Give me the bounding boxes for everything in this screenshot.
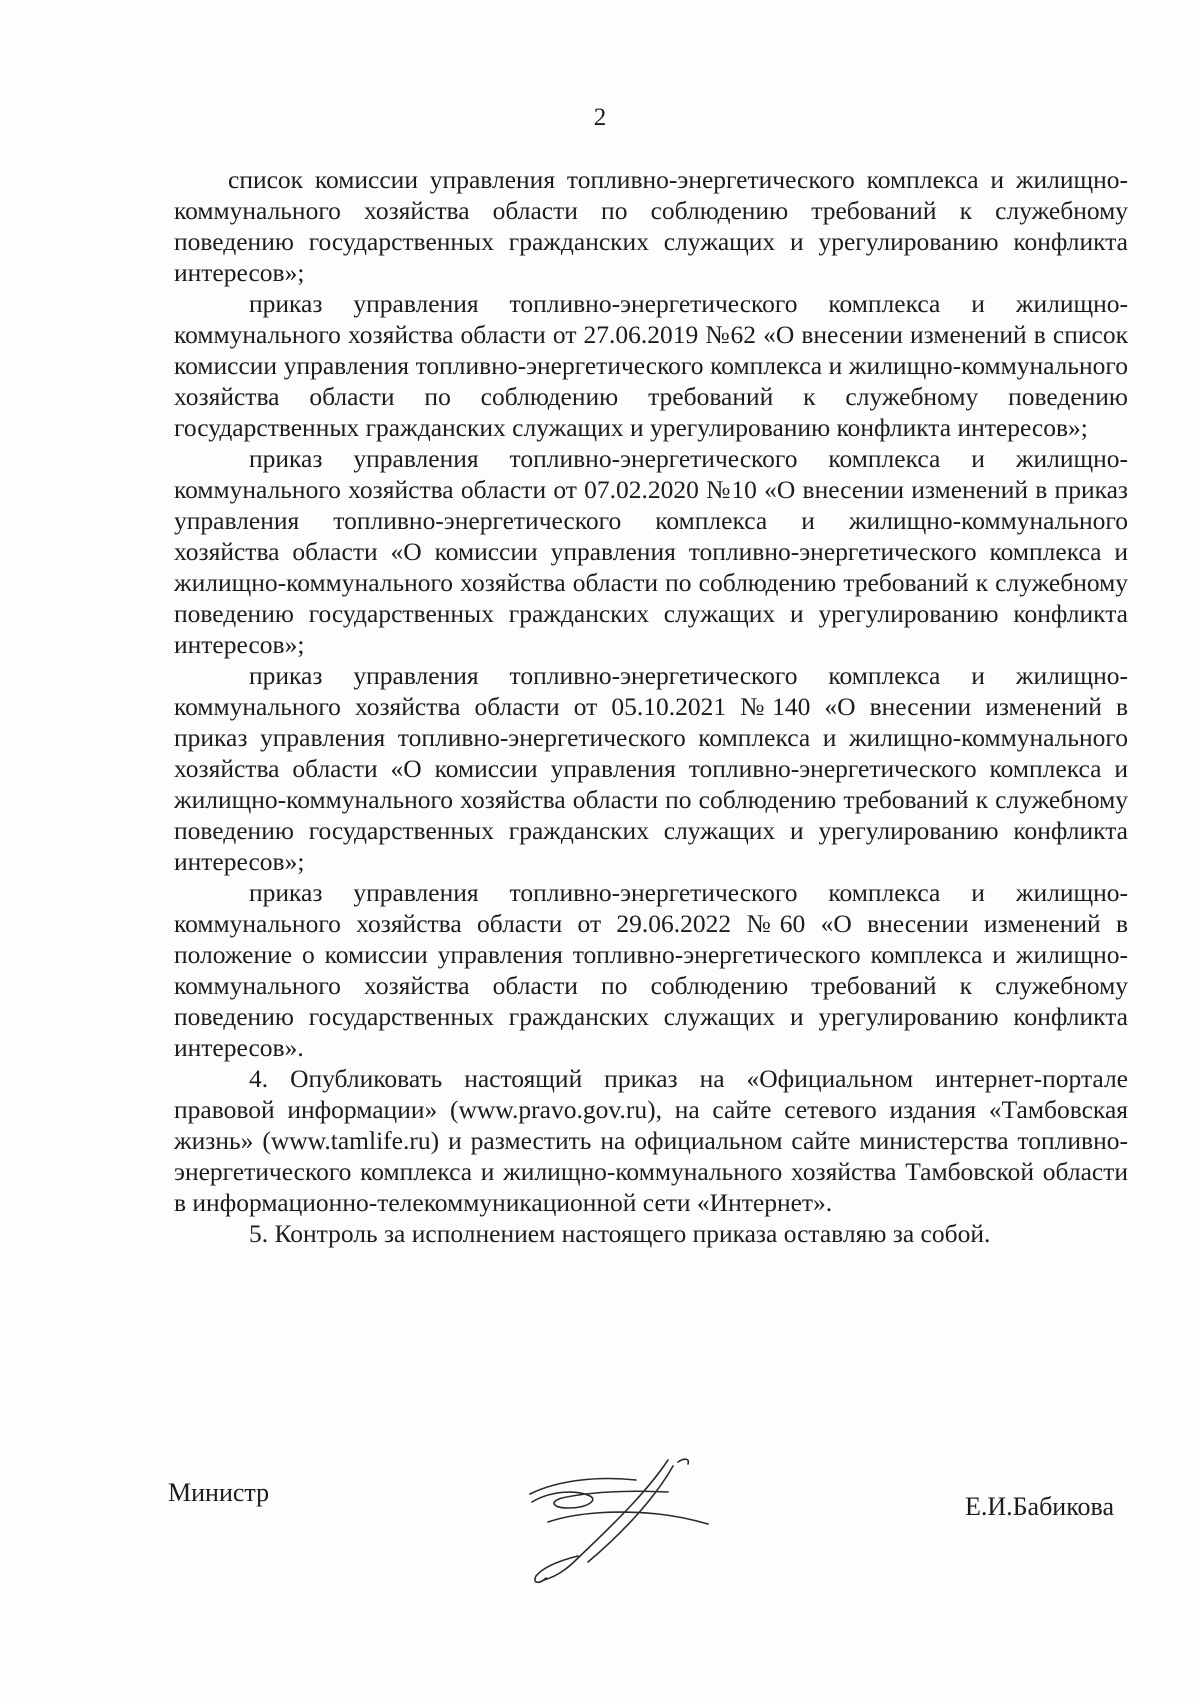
- paragraph-order-2021: приказ управления топливно-энергетического комплекса и жилищно-коммунального хозяйства области от 05.10.2021 №140 «О внесении изменений в приказ управления топливно-энергетического комплекса и жилищно-коммунального хозяйства области «О комиссии управления топливно-энергетического комплекса и жилищно-коммунального хозяйства области по соблюдению требований к служебному поведению государственных гражданских служащих и урегулированию конфликта интересов»;: [174, 661, 1128, 876]
- signatory-name: Е.И.Бабикова: [964, 1492, 1114, 1521]
- document-body: [174, 164, 1128, 1249]
- paragraph-continuation: список комиссии управления топливно-энергетического комплекса и жилищно-коммунального хозяйства области по соблюдению требований к служебному поведению государственных гражданских служащих и урегулированию конфликта интересов»;: [174, 165, 1128, 287]
- paragraph-order-2019: приказ управления топливно-энергетического комплекса и жилищно-коммунального хозяйства области от 27.06.2019 №62 «О внесении изменений в список комиссии управления топливно-энергетического комплекса и жилищно-коммунального хозяйства области по соблюдению требований к служебному поведению государственных гражданских служащих и урегулированию конфликта интересов»;: [174, 289, 1128, 442]
- paragraph-item-5-control: 5. Контроль за исполнением настоящего приказа оставляю за собой.: [249, 1219, 991, 1248]
- page-number: 2: [593, 104, 607, 131]
- paragraph-order-2020: приказ управления топливно-энергетического комплекса и жилищно-коммунального хозяйства области от 07.02.2020 №10 «О внесении изменений в приказ управления топливно-энергетического комплекса и жилищно-коммунального хозяйства области «О комиссии управления топливно-энергетического комплекса и жилищно-коммунального хозяйства области по соблюдению требований к служебному поведению государственных гражданских служащих и урегулированию конфликта интересов»;: [174, 444, 1128, 659]
- paragraph-order-2022: приказ управления топливно-энергетического комплекса и жилищно-коммунального хозяйства области от 29.06.2022 №60 «О внесении изменений в положение о комиссии управления топливно-энергетического комплекса и жилищно-коммунального хозяйства области по соблюдению требований к служебному поведению государственных гражданских служащих и урегулированию конфликта интересов».: [174, 878, 1128, 1062]
- signature-block: [0, 1478, 1200, 1618]
- signatory-title: Министр: [168, 1478, 270, 1507]
- handwritten-signature: [518, 1450, 718, 1590]
- paragraph-item-4-publish: 4. Опубликовать настоящий приказ на «Официальном интернет-портале правовой информации» (www.pravo.gov.ru), на сайте сетевого издания «Тамбовская жизнь» (www.tamlife.ru) и разместить на официальном сайте министерства топливно-энергетического комплекса и жилищно-коммунального хозяйства Тамбовской области в информационно-телекоммуникационной сети «Интернет».: [174, 1064, 1128, 1217]
